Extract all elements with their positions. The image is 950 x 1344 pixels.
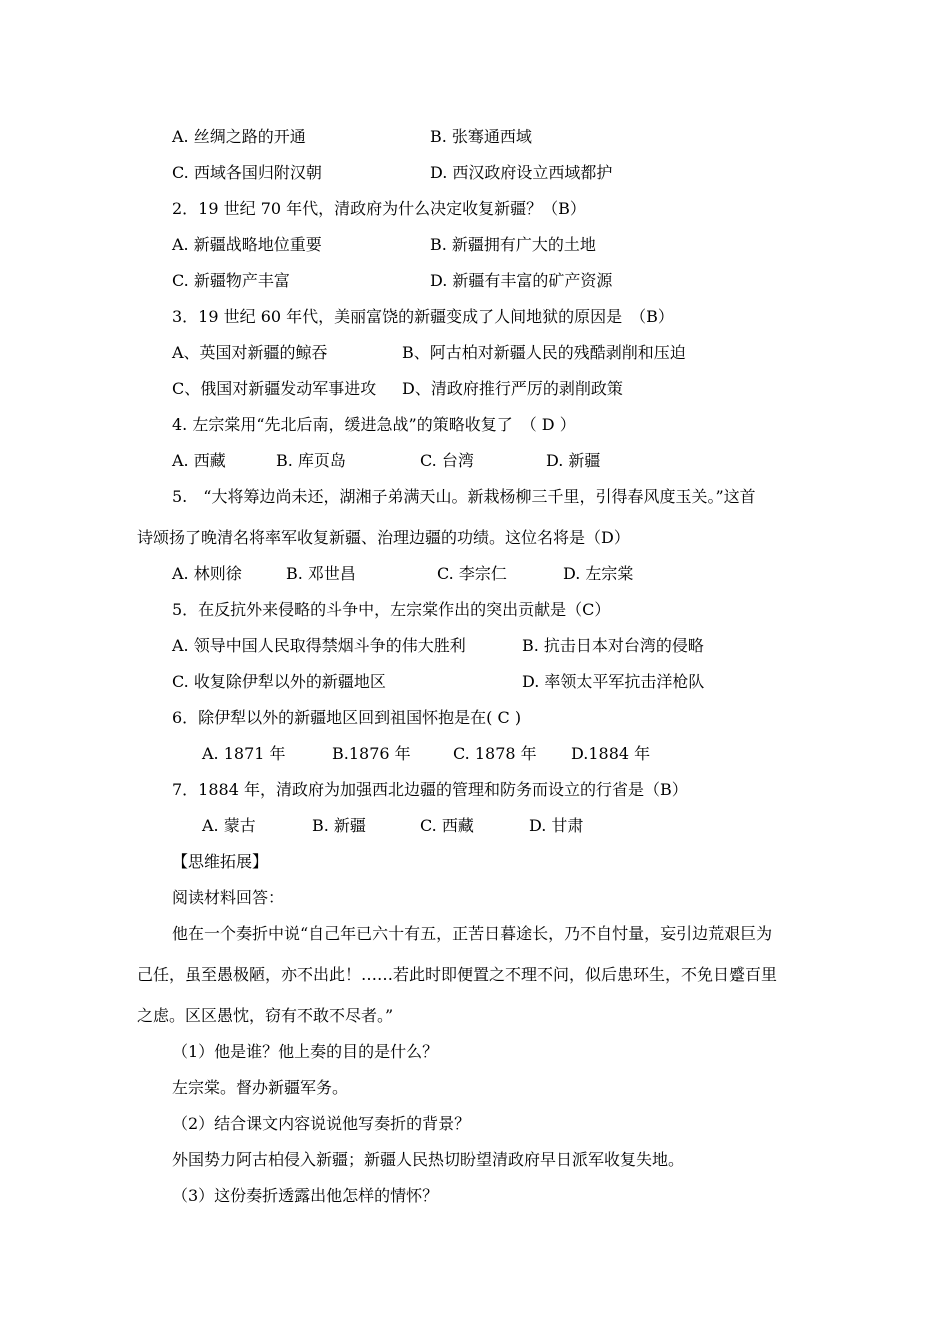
q6-option-c: C. 1878 年 (453, 744, 537, 763)
material-line-1: 他在一个奏折中说“自己年已六十有五，正苦日暮途长，乃不自忖量，妄引边荒艰巨为 (172, 924, 773, 943)
q3-option-d: D、清政府推行严厉的剥削政策 (402, 379, 623, 398)
q4-option-c: C. 台湾 (420, 451, 474, 470)
q3-option-a: A、英国对新疆的鲸吞 (172, 343, 328, 362)
q5b-option-d: D. 率领太平军抗击洋枪队 (522, 672, 705, 691)
q2-option-c: C. 新疆物产丰富 (172, 271, 290, 290)
q5a-option-d: D. 左宗棠 (563, 564, 634, 583)
extension-heading: 【思维拓展】 (172, 852, 269, 871)
q7-option-c: C. 西藏 (420, 816, 474, 835)
q1-option-a: A. 丝绸之路的开通 (172, 127, 306, 146)
q1-option-c: C. 西域各国归附汉朝 (172, 163, 322, 182)
q3-option-b: B、阿古柏对新疆人民的残酷剥削和压迫 (402, 343, 686, 362)
q5a-stem-line-1: 5. “大将筹边尚未还，湖湘子弟满天山。新栽杨柳三千里，引得春风度玉关。”这首 (172, 487, 756, 506)
q5b-stem: 5．在反抗外来侵略的斗争中，左宗棠作出的突出贡献是（C） (172, 600, 611, 619)
sub-answer-2: 外国势力阿古柏侵入新疆；新疆人民热切盼望清政府早日派军收复失地。 (172, 1150, 685, 1169)
q7-stem: 7．1884 年，清政府为加强西北边疆的管理和防务而设立的行省是（B） (172, 780, 688, 799)
q4-option-a: A. 西藏 (172, 451, 226, 470)
q7-option-d: D. 甘肃 (529, 816, 584, 835)
q1-option-d: D. 西汉政府设立西域都护 (430, 163, 613, 182)
q1-option-b: B. 张骞通西域 (430, 127, 532, 146)
q5b-option-c: C. 收复除伊犁以外的新疆地区 (172, 672, 386, 691)
q6-stem: 6．除伊犁以外的新疆地区回到祖国怀抱是在( C ) (172, 708, 522, 727)
q7-option-a: A. 蒙古 (202, 816, 256, 835)
extension-intro: 阅读材料回答： (172, 888, 285, 907)
sub-question-1: （1）他是谁？他上奏的目的是什么？ (172, 1042, 439, 1061)
q6-option-a: A. 1871 年 (202, 744, 286, 763)
q5a-option-b: B. 邓世昌 (286, 564, 356, 583)
q4-option-b: B. 库页岛 (276, 451, 346, 470)
q3-stem: 3．19 世纪 60 年代，美丽富饶的新疆变成了人间地狱的原因是 （B） (172, 307, 674, 326)
q5a-stem-line-2: 诗颂扬了晚清名将率军收复新疆、治理边疆的功绩。这位名将是（D） (137, 528, 630, 547)
q5a-option-a: A. 林则徐 (172, 564, 242, 583)
q2-option-d: D. 新疆有丰富的矿产资源 (430, 271, 613, 290)
q2-stem: 2．19 世纪 70 年代，清政府为什么决定收复新疆？（B） (172, 199, 586, 218)
q3-option-c: C、俄国对新疆发动军事进攻 (172, 379, 377, 398)
q2-option-a: A. 新疆战略地位重要 (172, 235, 322, 254)
q5b-option-b: B. 抗击日本对台湾的侵略 (522, 636, 704, 655)
q5b-option-a: A. 领导中国人民取得禁烟斗争的伟大胜利 (172, 636, 466, 655)
q4-stem: 4. 左宗棠用“先北后南，缓进急战”的策略收复了 （ D ） (172, 415, 576, 434)
material-line-2: 己任，虽至愚极陋，亦不出此！……若此时即便置之不理不问，似后患环生，不免日蹙百里 (137, 965, 778, 984)
sub-answer-1: 左宗棠。督办新疆军务。 (172, 1078, 349, 1097)
q6-option-d: D.1884 年 (571, 744, 651, 763)
material-line-3: 之虑。区区愚忱，窃有不敢不尽者。” (137, 1006, 394, 1025)
q4-option-d: D. 新疆 (546, 451, 601, 470)
sub-question-3: （3）这份奏折透露出他怎样的情怀？ (172, 1186, 439, 1205)
q7-option-b: B. 新疆 (312, 816, 366, 835)
q6-option-b: B.1876 年 (332, 744, 411, 763)
sub-question-2: （2）结合课文内容说说他写奏折的背景？ (172, 1114, 471, 1133)
q5a-option-c: C. 李宗仁 (437, 564, 507, 583)
q2-option-b: B. 新疆拥有广大的土地 (430, 235, 596, 254)
